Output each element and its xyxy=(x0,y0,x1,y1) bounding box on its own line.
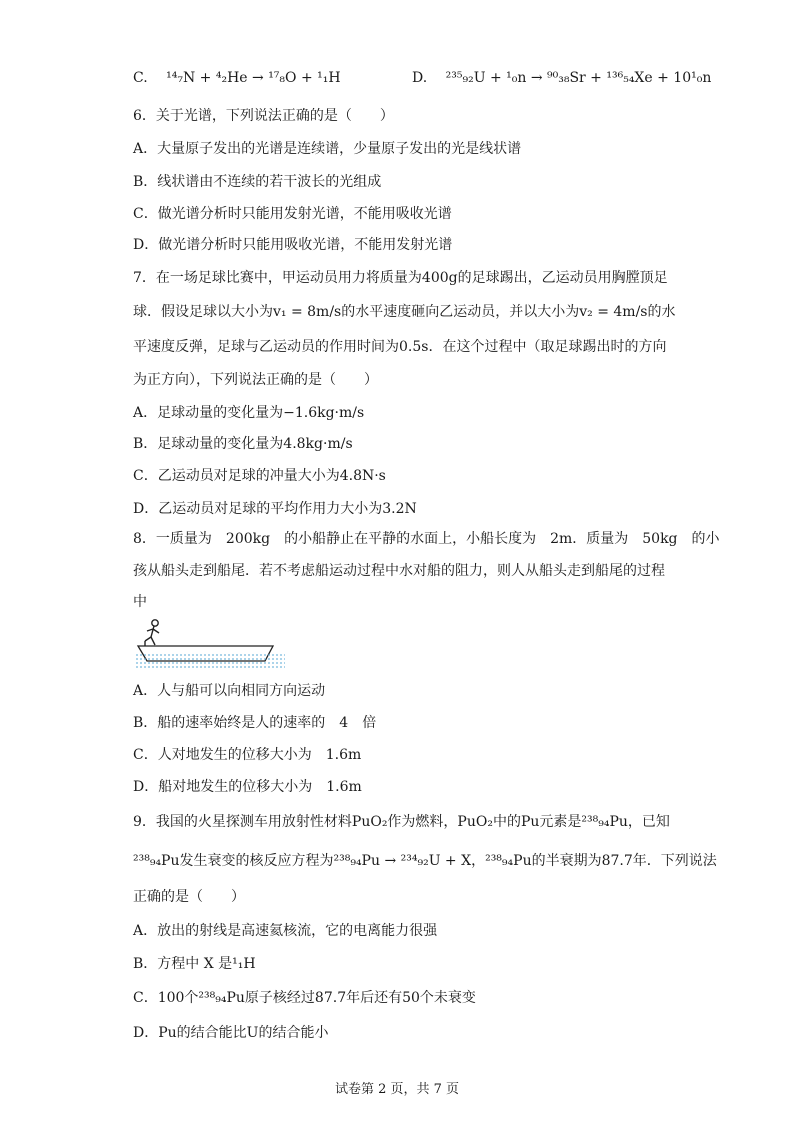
q8-stem-line-2: 孩从船头走到船尾．若不考虑船运动过程中水对船的阻力，则人从船头走到船尾的过程 xyxy=(133,563,665,579)
q9-option-a: A．放出的射线是高速氦核流，它的电离能力很强 xyxy=(133,923,438,939)
q7-stem-line-1: 7．在一场足球比赛中，甲运动员用力将质量为400g的足球踢出，乙运动员用胸膛顶足 xyxy=(133,270,668,286)
person-icon xyxy=(145,620,159,646)
q7-stem-line-3: 平速度反弹，足球与乙运动员的作用时间为0.5s．在这个过程中（取足球踢出时的方向 xyxy=(133,339,667,355)
q8-option-b: B．船的速率始终是人的速率的 4 倍 xyxy=(133,715,377,731)
q9-option-d: D．Pu的结合能比U的结合能小 xyxy=(133,1025,329,1041)
q6-option-b: B．线状谱由不连续的若干波长的光组成 xyxy=(133,174,382,190)
q7-option-a: A．足球动量的变化量为−1.6kg·m/s xyxy=(133,405,365,421)
q8-option-a: A．人与船可以向相同方向运动 xyxy=(133,683,326,699)
q7-option-d: D．乙运动员对足球的平均作用力大小为3.2N xyxy=(133,501,417,517)
boat-figure xyxy=(133,617,293,669)
q6-option-a: A．大量原子发出的光谱是连续谱，少量原子发出的光是线状谱 xyxy=(133,141,522,157)
q8-stem-line-3: 中 xyxy=(133,594,147,610)
q6-option-c: C．做光谱分析时只能用发射光谱，不能用吸收光谱 xyxy=(133,206,452,222)
q9-option-b: B．方程中 X 是¹₁H xyxy=(133,956,256,972)
q8-option-d: D．船对地发生的位移大小为 1.6m xyxy=(133,779,362,795)
q8-option-c: C．人对地发生的位移大小为 1.6m xyxy=(133,747,362,763)
q9-stem-line-1: 9．我国的火星探测车用放射性材料PuO₂作为燃料，PuO₂中的Pu元素是²³⁸₉₄Pu，已知 xyxy=(133,814,670,830)
q7-option-c: C．乙运动员对足球的冲量大小为4.8N·s xyxy=(133,468,386,484)
q9-stem-line-2: ²³⁸₉₄Pu发生衰变的核反应方程为²³⁸₉₄Pu → ²³⁴₉₂U + X，²³⁸₉₄Pu的半衰期为87.7年．下列说法 xyxy=(133,853,717,869)
q9-option-c: C．100个²³⁸₉₄Pu原子核经过87.7年后还有50个未衰变 xyxy=(133,990,476,1006)
q7-stem-line-2: 球．假设足球以大小为v₁ = 8m/s的水平速度砸向乙运动员，并以大小为v₂ = 4m/s的水 xyxy=(133,304,676,320)
q8-stem-line-1: 8．一质量为 200kg 的小船静止在平静的水面上，小船长度为 2m．质量为 50kg 的小 xyxy=(133,531,720,547)
option-label: C. xyxy=(133,70,148,86)
q7-option-b: B．足球动量的变化量为4.8kg·m/s xyxy=(133,436,353,452)
nuclear-equation: ¹⁴₇N + ⁴₂He → ¹⁷₈O + ¹₁H xyxy=(166,70,341,86)
q7-stem-line-4: 为正方向），下列说法正确的是（ ） xyxy=(133,372,378,388)
q9-stem-line-3: 正确的是（ ） xyxy=(133,889,245,905)
page-footer: 试卷第 2 页，共 7 页 xyxy=(334,1082,460,1097)
nuclear-equation: ²³⁵₉₂U + ¹₀n → ⁹⁰₃₈Sr + ¹³⁶₅₄Xe + 10¹₀n xyxy=(445,70,712,86)
option-label: D. xyxy=(412,70,428,86)
q5-option-d xyxy=(412,68,712,88)
q6-option-d: D．做光谱分析时只能用吸收光谱，不能用发射光谱 xyxy=(133,237,453,253)
q6-stem: 6．关于光谱，下列说法正确的是（ ） xyxy=(133,108,394,124)
